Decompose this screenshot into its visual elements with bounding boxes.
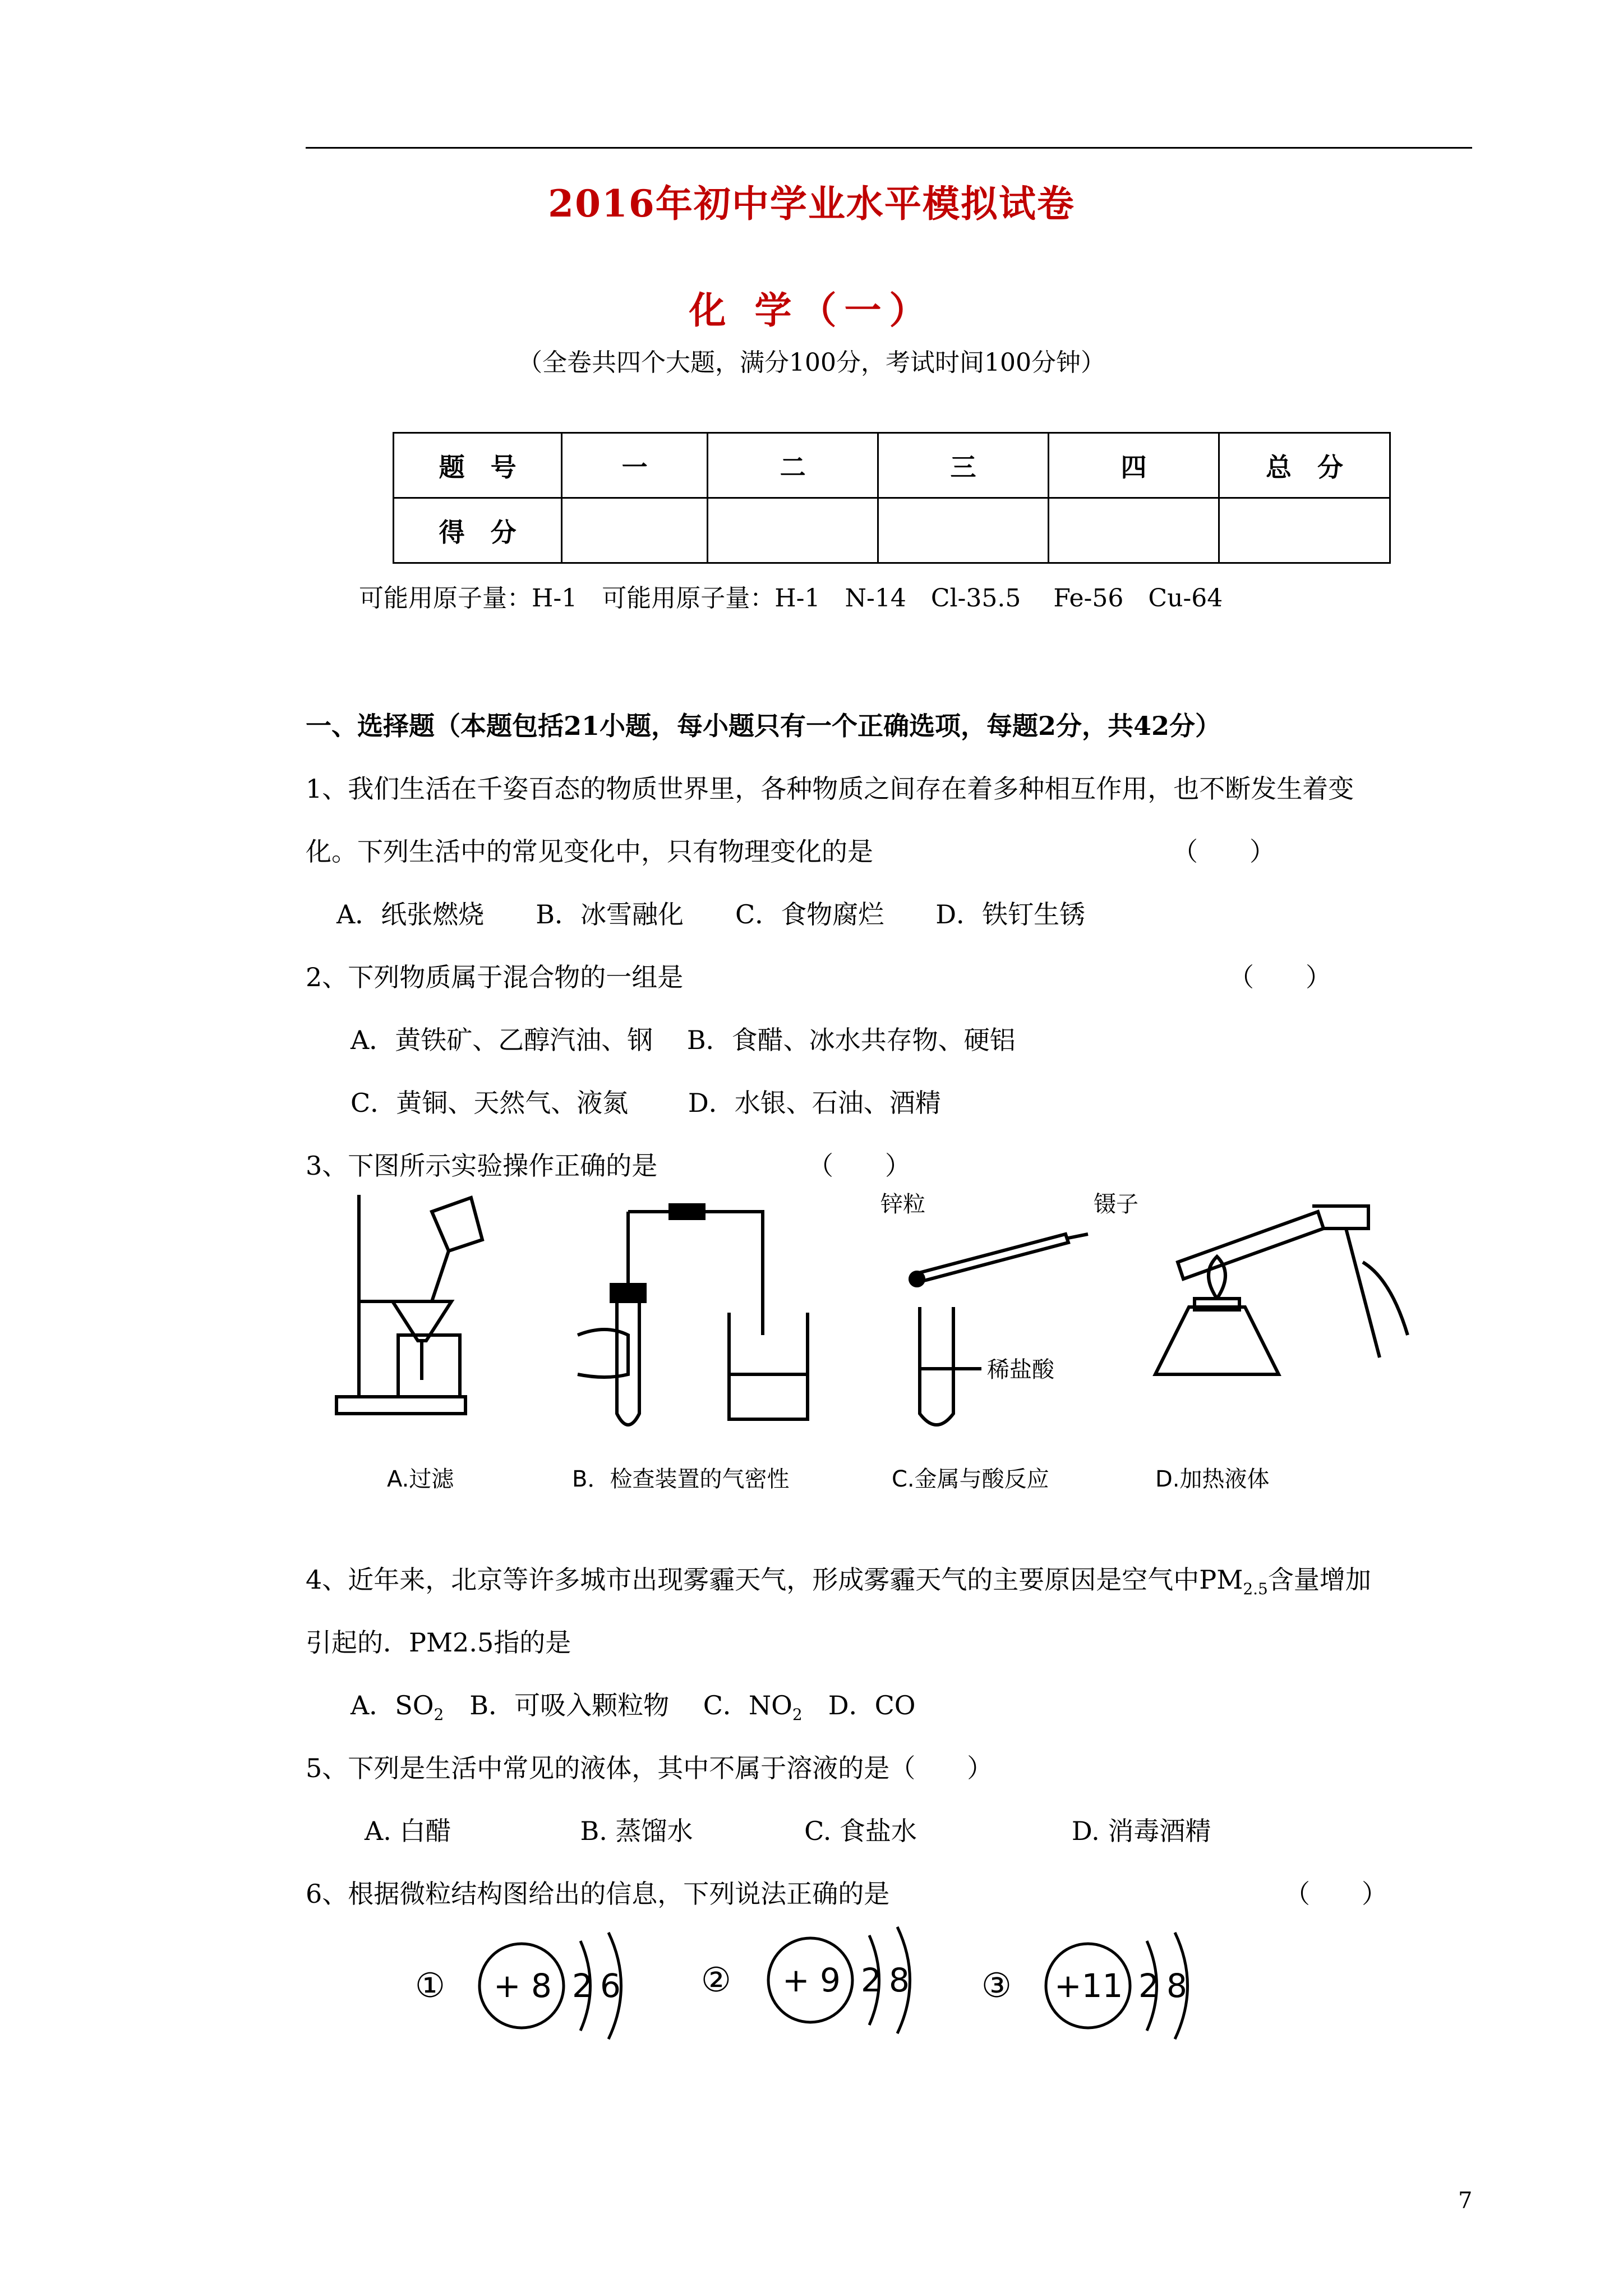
q3-experiment-figures [314, 1189, 1436, 1503]
exam-title: 2016年初中学业水平模拟试卷 [548, 182, 1075, 226]
label-zinc: 锌粒 [880, 1191, 925, 1217]
q4-subscript: 2.5 [1243, 1580, 1268, 1599]
atom-3-shell-2: 8 [1166, 1967, 1187, 2005]
q1-line2: 化。下列生活中的常见变化中，只有物理变化的是 [306, 836, 873, 867]
q4-option-c-sub: 2 [792, 1705, 803, 1724]
q1-line1: 1、我们生活在千姿百态的物质世界里，各种物质之间存在着多种相互作用，也不断发生着变 [306, 774, 1354, 804]
atom-1-shell-1: 2 [572, 1967, 593, 2005]
airtightness-figure [578, 1205, 808, 1425]
atom-3-nucleus: +11 [1054, 1967, 1123, 2005]
label-acid: 稀盐酸 [987, 1357, 1054, 1383]
section1-heading: 一、选择题（本题包括21小题，每小题只有一个正确选项，每题2分，共42分） [306, 711, 1221, 741]
q1-options: A．纸张燃烧 B．冰雪融化 C．食物腐烂 D．铁钉生锈 [336, 899, 1086, 930]
score-input-cell[interactable] [1048, 498, 1219, 563]
score-table-score-row [394, 498, 1390, 563]
caption-b: B．检查装置的气密性 [572, 1466, 790, 1492]
atom-3-shell-1: 2 [1138, 1967, 1159, 2005]
caption-c: C.金属与酸反应 [892, 1466, 1049, 1492]
atom-2-shell-2: 8 [889, 1961, 910, 1999]
score-input-cell[interactable] [562, 498, 708, 563]
q5-options: A. 白醋 B. 蒸馏水 C. 食盐水 D. 消毒酒精 [365, 1816, 1211, 1846]
q4-option-d: D．CO [802, 1690, 916, 1720]
q4-line1-text: 4、近年来，北京等许多城市出现雾霾天气，形成雾霾天气的主要原因是空气中PM [306, 1565, 1243, 1595]
label-tweezers: 镊子 [1094, 1191, 1138, 1217]
q4-line1 [306, 1559, 1371, 1598]
heating-liquid-figure [1155, 1206, 1408, 1374]
score-cell: 一 [562, 433, 708, 498]
score-table-header-row [394, 433, 1390, 498]
exam-subtitle: 化 学（一） [689, 288, 934, 332]
q2-answer-paren[interactable]: （ ） [1228, 962, 1331, 992]
q4-option-a: A．SO [351, 1690, 434, 1720]
score-input-cell[interactable] [878, 498, 1049, 563]
caption-a: A.过滤 [387, 1466, 454, 1492]
atom-2-shell-1: 2 [861, 1961, 882, 1999]
q6-answer-paren[interactable]: （ ） [1284, 1879, 1387, 1909]
atom-1-label: ① [415, 1966, 445, 2005]
q4-option-a-sub: 2 [434, 1705, 444, 1724]
q4-options [351, 1685, 916, 1724]
q4-line2: 引起的．PM2.5指的是 [306, 1627, 571, 1658]
score-cell: 二 [708, 433, 878, 498]
page-number: 7 [1458, 2188, 1473, 2214]
q4-line1-tail: 含量增加 [1267, 1565, 1371, 1595]
score-cell: 总 分 [1219, 433, 1390, 498]
q4-option-bc: B．可吸入颗粒物 C．NO [444, 1690, 792, 1720]
caption-d: D.加热液体 [1155, 1466, 1270, 1492]
q6-stem: 6、根据微粒结构图给出的信息，下列说法正确的是 [306, 1879, 890, 1909]
score-cell: 得 分 [394, 498, 562, 563]
q2-options-1: A．黄铁矿、乙醇汽油、钢 B．食醋、冰水共存物、硬铝 [351, 1025, 1016, 1055]
q6-atom-diagrams [404, 1918, 1245, 2064]
atom-2-label: ② [701, 1961, 731, 2000]
score-input-cell[interactable] [1219, 498, 1390, 563]
q1-answer-paren[interactable]: （ ） [1172, 836, 1275, 867]
q2-options-2: C．黄铜、天然气、液氮 D．水银、石油、酒精 [351, 1088, 941, 1118]
score-input-cell[interactable] [708, 498, 878, 563]
score-table [393, 432, 1391, 564]
atomic-masses: 可能用原子量：H-1 可能用原子量：H-1 N-14 Cl-35.5 Fe-56 Cu-64 [359, 584, 1223, 613]
atom-1-nucleus: + 8 [494, 1967, 552, 2005]
atom-1-shell-2: 6 [600, 1967, 621, 2005]
q2-stem: 2、下列物质属于混合物的一组是 [306, 962, 684, 992]
atom-3-label: ③ [981, 1966, 1012, 2005]
exam-note: （全卷共四个大题，满分100分，考试时间100分钟） [518, 348, 1105, 377]
metal-acid-figure [910, 1234, 1088, 1425]
q5-stem: 5、下列是生活中常见的液体，其中不属于溶液的是（ ） [306, 1753, 993, 1783]
atom-2-nucleus: + 9 [782, 1961, 841, 1999]
q3-stem: 3、下图所示实验操作正确的是 [306, 1151, 658, 1181]
score-cell: 三 [878, 433, 1049, 498]
filtration-figure [336, 1195, 482, 1414]
score-cell: 四 [1048, 433, 1219, 498]
q3-answer-paren[interactable]: （ ） [808, 1151, 911, 1181]
header-rule [306, 147, 1472, 149]
score-cell: 题 号 [394, 433, 562, 498]
